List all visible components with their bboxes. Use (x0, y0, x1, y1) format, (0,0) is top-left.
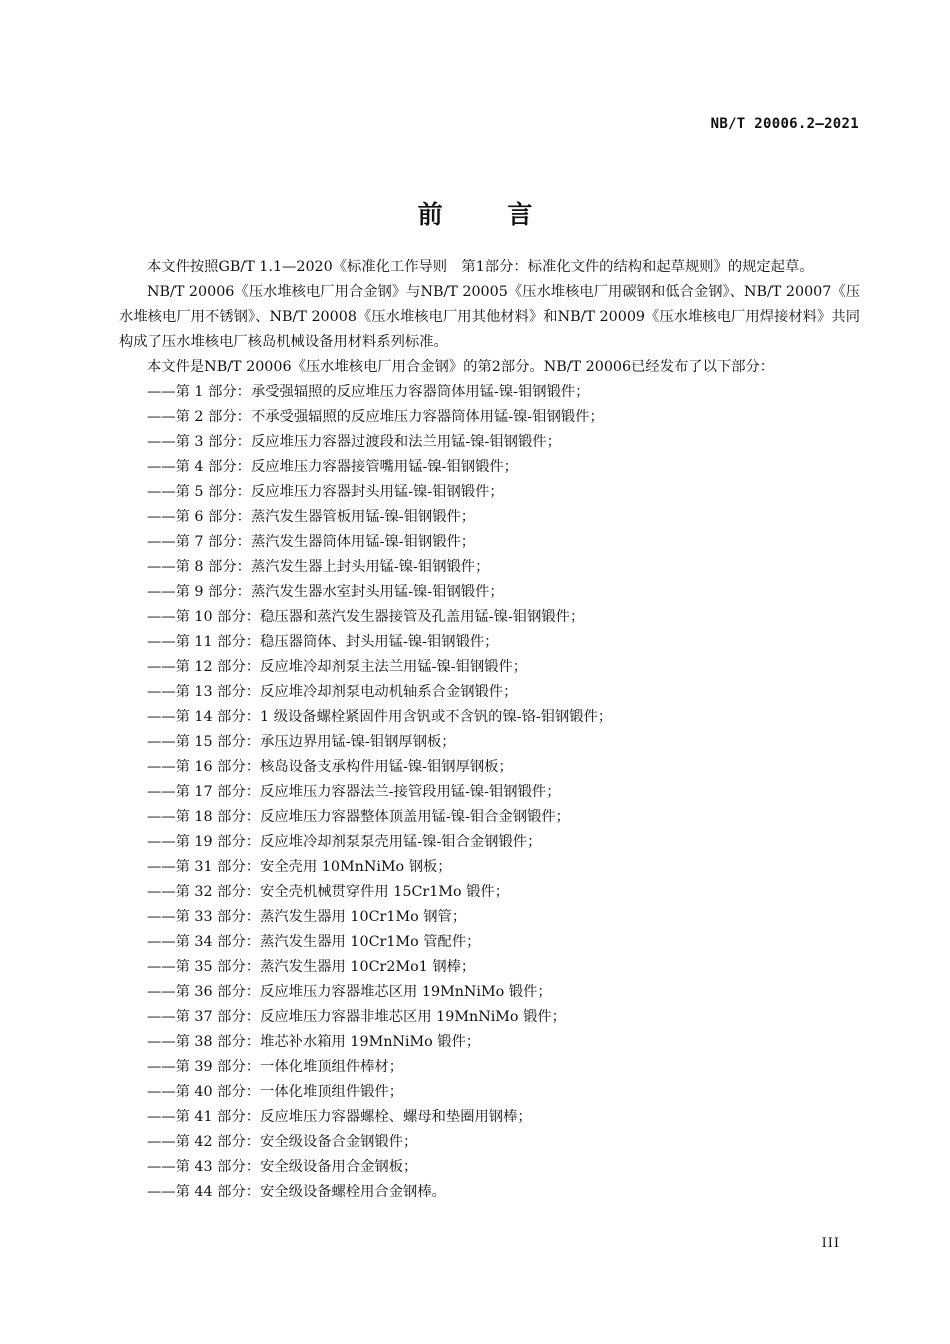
list-item: ——第 9 部分：蒸汽发生器水室封头用锰-镍-钼钢锻件； (147, 584, 504, 600)
list-item: ——第 12 部分：反应堆冷却剂泵主法兰用锰-镍-钼钢锻件； (147, 659, 528, 675)
list-item: ——第 16 部分：核岛设备支承构件用锰-镍-钼钢厚钢板； (147, 759, 513, 775)
list-item: ——第 11 部分：稳压器筒体、封头用锰-镍-钼钢锻件； (147, 634, 499, 650)
list-item: ——第 8 部分：蒸汽发生器上封头用锰-镍-钼钢锻件； (147, 559, 490, 575)
list-item: ——第 17 部分：反应堆压力容器法兰-接管段用锰-镍-钼钢锻件； (147, 784, 561, 800)
list-item: ——第 39 部分：一体化堆顶组件棒材； (147, 1059, 404, 1075)
list-item: ——第 1 部分：承受强辐照的反应堆压力容器筒体用锰-镍-钼钢锻件； (147, 384, 590, 400)
list-item: ——第 33 部分：蒸汽发生器用 10Cr1Mo 钢管； (147, 909, 467, 925)
list-item: ——第 31 部分：安全壳用 10MnNiMo 钢板； (147, 859, 452, 875)
list-item: ——第 36 部分：反应堆压力容器堆芯区用 19MnNiMo 锻件； (147, 984, 552, 1000)
list-item: ——第 32 部分：安全壳机械贯穿件用 15Cr1Mo 锻件； (147, 884, 510, 900)
list-item: ——第 4 部分：反应堆压力容器接管嘴用锰-镍-钼钢锻件； (147, 459, 518, 475)
page-number: III (821, 1236, 840, 1251)
list-item: ——第 37 部分：反应堆压力容器非堆芯区用 19MnNiMo 锻件； (147, 1009, 566, 1025)
list-item: ——第 42 部分：安全级设备合金钢锻件； (147, 1134, 418, 1150)
list-item: ——第 7 部分：蒸汽发生器筒体用锰-镍-钼钢锻件； (147, 534, 476, 550)
list-item: ——第 18 部分：反应堆压力容器整体顶盖用锰-镍-钼合金钢锻件； (147, 809, 570, 825)
parts-list (119, 380, 860, 1205)
list-item: ——第 43 部分：安全级设备用合金钢板； (147, 1159, 418, 1175)
list-item: ——第 10 部分：稳压器和蒸汽发生器接管及孔盖用锰-镍-钼钢锻件； (147, 609, 585, 625)
series-paragraph: NB/T 20006《压水堆核电厂用合金钢》与NB/T 20005《压水堆核电厂用碳钢和低合金钢》、NB/T 20007《压水堆核电厂用不锈钢》、NB/T 20008《压水堆核电厂用其他材料》和NB/T 20009《压水堆核电厂用焊接材料》共同构成了压水堆核电厂核岛机械设备用材料系列标准。 (119, 284, 860, 350)
list-item: ——第 13 部分：反应堆冷却剂泵电动机轴系合金钢锻件； (147, 684, 518, 700)
list-item: ——第 5 部分：反应堆压力容器封头用锰-镍-钼钢锻件； (147, 484, 504, 500)
list-item: ——第 44 部分：安全级设备螺栓用合金钢棒。 (147, 1184, 446, 1200)
list-item: ——第 15 部分：承压边界用锰-镍-钼钢厚钢板； (147, 734, 456, 750)
list-item: ——第 19 部分：反应堆冷却剂泵泵壳用锰-镍-钼合金钢锻件； (147, 834, 542, 850)
list-item: ——第 14 部分：1 级设备螺栓紧固件用含钒或不含钒的镍-铬-钼钢锻件； (147, 709, 613, 725)
list-item: ——第 41 部分：反应堆压力容器螺栓、螺母和垫圈用钢棒； (147, 1109, 532, 1125)
list-item: ——第 2 部分：不承受强辐照的反应堆压力容器筒体用锰-镍-钼钢锻件； (147, 409, 604, 425)
parts-intro-paragraph: 本文件是NB/T 20006《压水堆核电厂用合金钢》的第2部分。NB/T 20006已经发布了以下部分： (147, 359, 775, 375)
document-code: NB/T 20006.2—2021 (710, 116, 859, 132)
list-item: ——第 6 部分：蒸汽发生器管板用锰-镍-钼钢锻件； (147, 509, 476, 525)
list-item: ——第 38 部分：堆芯补水箱用 19MnNiMo 锻件； (147, 1034, 481, 1050)
list-item: ——第 3 部分：反应堆压力容器过渡段和法兰用锰-镍-钼钢锻件； (147, 434, 561, 450)
document-body (119, 255, 860, 1205)
list-item: ——第 35 部分：蒸汽发生器用 10Cr2Mo1 钢棒； (147, 959, 476, 975)
intro-paragraph: 本文件按照GB/T 1.1—2020《标准化工作导则 第1部分：标准化文件的结构和起草规则》的规定起草。 (147, 259, 814, 275)
list-item: ——第 34 部分：蒸汽发生器用 10Cr1Mo 管配件； (147, 934, 481, 950)
list-item: ——第 40 部分：一体化堆顶组件锻件； (147, 1084, 404, 1100)
page-title: 前 言 (417, 200, 561, 229)
